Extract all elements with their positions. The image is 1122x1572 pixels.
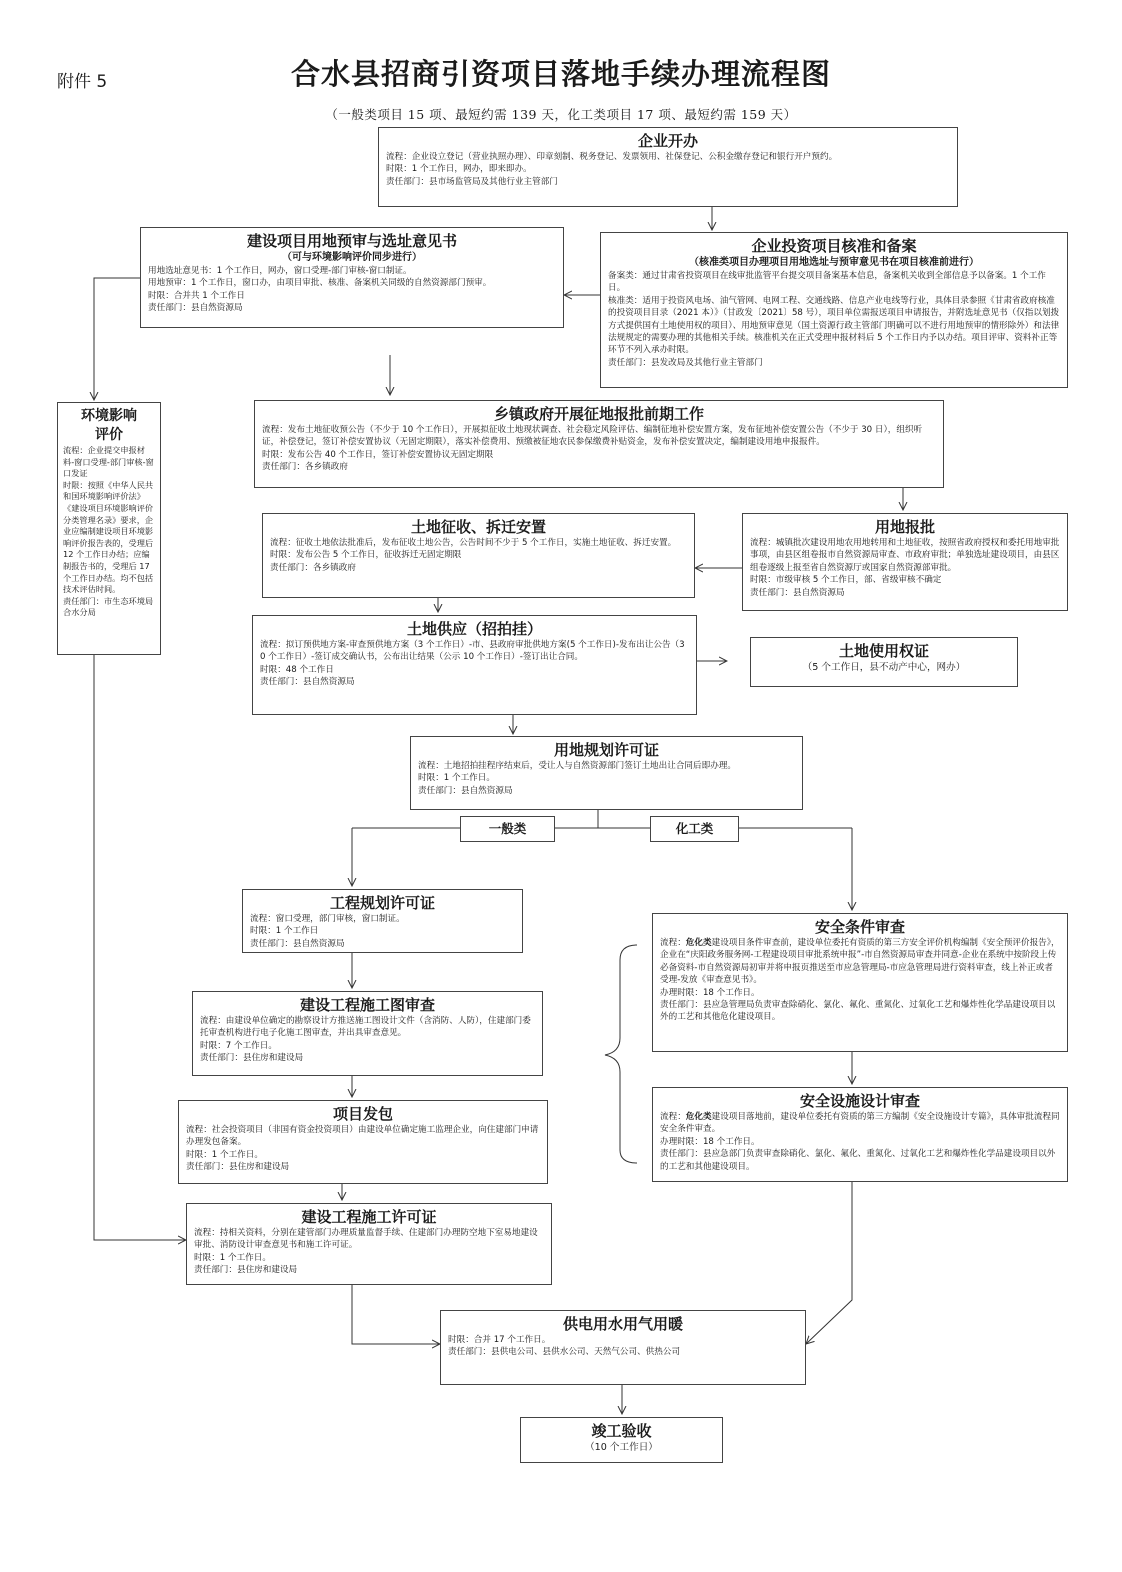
land-approval-line: 时限：市级审核 5 个工作日，部、省级审核不确定: [750, 575, 942, 586]
safety-design-category: 危化类: [685, 1112, 712, 1122]
land-preview-title: 建设项目用地预审与选址意见书: [246, 232, 457, 250]
land-supply-line: 责任部门：县自然资源局: [260, 677, 355, 688]
construction-permit-line: 时限：1 个工作日。: [194, 1252, 271, 1263]
final-acceptance-box: [520, 1417, 723, 1463]
invest-approval-line: 核准类：适用于投资风电场、油气管网、电网工程、交通线路、信息产业电线等行业，具体目录参照《甘肃省政府核准的投资项目目录（2021 本）》（甘政发〔2021〕58 号），项目单位需报送项目申请报告，并附选址意见书（仅指以划拨方式提供国有土地使用权的项目）、用地预审意见（国土资源行政主管部门明确可以不进行用地预审的情形除外）和法律法规规定的需要办理的其他相关手续。核准机关在正式受理申报材料后 5 个工作日内予以办结。项目评审、资料补正等环节不列入承办时限。: [608, 295, 1060, 356]
land-approval-line: 责任部门：县自然资源局: [750, 587, 845, 598]
construction-permit-title: 建设工程施工许可证: [301, 1208, 437, 1226]
safety-design-flow: [660, 1111, 1060, 1136]
eng-plan-permit-line: 流程：窗口受理，部门审核，窗口制证。: [250, 914, 405, 924]
utilities-title: 供电用水用气用暖: [562, 1315, 683, 1333]
land-plan-permit-line: 流程：土地招拍挂程序结束后，受让人与自然资源部门签订土地出让合同后即办理。: [418, 761, 736, 771]
branch-chemical-label: 化工类: [650, 816, 739, 842]
township-prework-line: 流程：发布土地征收预公告（不少于 10 个工作日），开展拟征收土地现状调查、社会稳定风险评估、编制征地补偿安置方案，发布征地补偿安置公告（不少于 30 日），组织听证，补偿登记，签订补偿安置协议（无固定期限），落实补偿费用、预缴被征地农民参保缴费补贴资金，发布补偿安置决定，编制建设用地申报报件。: [262, 425, 923, 448]
land-preview-line: 责任部门：县自然资源局: [148, 303, 243, 314]
invest-approval-box: [600, 232, 1068, 388]
construction-permit-box: [186, 1203, 552, 1285]
safety-design-flow-prefix: 流程：: [660, 1112, 686, 1122]
expropriation-line: 时限：发布公告 5 个工作日，征收拆迁无固定期限: [270, 550, 462, 561]
page-subtitle: （一般类项目 15 项、最短约需 139 天，化工类项目 17 项、最短约需 159 天）: [325, 107, 797, 122]
township-prework-line: 责任部门：各乡镇政府: [262, 462, 348, 473]
invest-approval-line: 备案类：通过甘肃省投资项目在线审批监管平台提交项目备案基本信息，备案机关收到全部信息予以备案。1 个工作日。: [608, 271, 1046, 294]
land-approval-box: [742, 513, 1068, 611]
land-preview-line: 用地预审：1 个工作日，窗口办，由项目审批、核准、备案机关同级的自然资源部门预审。: [148, 278, 492, 289]
safety-design-title: 安全设施设计审查: [799, 1092, 920, 1110]
eng-plan-permit-line: 时限：1 个工作日: [250, 926, 319, 937]
line-safety-to-utilities: [806, 1182, 852, 1344]
drawing-review-line: 流程：由建设单位确定的勘察设计方推送施工图设计文件（含消防、人防），住建部门委托审查机构进行电子化施工图审查，并出具审查意见。: [200, 1016, 531, 1039]
utilities-line: 时限：合并 17 个工作日。: [448, 1335, 551, 1345]
land-plan-permit-title: 用地规划许可证: [553, 741, 659, 759]
business-setup-dept: 责任部门：县市场监管局及其他行业主管部门: [386, 176, 558, 187]
project-contract-line: 流程：社会投资项目（非国有资金投资项目）由建设单位确定施工监理企业，向住建部门申请办理发包备案。: [186, 1125, 539, 1148]
branch-line: [352, 810, 852, 828]
safety-design-box: [652, 1087, 1068, 1182]
safety-design-line: 责任部门：县应急部门负责审查除硝化、氯化、氟化、重氮化、过氧化工艺和爆炸性化学品建设项目以外的工艺和其他建设项目。: [660, 1149, 1056, 1172]
land-use-cert-title: 土地使用权证: [838, 642, 929, 660]
business-setup-time: 时限：1 个工作日，网办，即来即办。: [386, 164, 532, 175]
invest-approval-line: 责任部门：县发改局及其他行业主管部门: [608, 357, 763, 368]
utilities-line: 责任部门：县供电公司、县供水公司、天然气公司、供热公司: [448, 1347, 681, 1358]
safety-condition-flow-text: 建设项目条件审查前，建设单位委托有资质的第三方安全评价机构编制《安全预评价报告》，企业在“庆阳政务服务网-工程建设项目审批系统申报”-市自然资源局审查并同意-企业在系统中按阶段上传必备资料-市自然资源局初审并将申报页推送至市应急管理局-市应急管理局进行资料审查，线上补正或者受理-发放《审查意见书》。: [660, 938, 1060, 986]
drawing-review-line: 时限：7 个工作日。: [200, 1040, 277, 1051]
land-preview-box: [140, 227, 564, 328]
safety-condition-category: 危化类: [685, 938, 712, 948]
land-supply-box: [252, 615, 697, 715]
business-setup-box: [378, 127, 958, 207]
line-preview-to-env: [94, 278, 140, 400]
line-env-to-permit: [94, 655, 186, 1240]
land-plan-permit-line: 时限：1 个工作日。: [418, 773, 495, 784]
final-acceptance-title: 竣工验收: [591, 1422, 652, 1440]
land-preview-note: （可与环境影响评价同步进行）: [282, 252, 422, 263]
township-prework-box: [254, 400, 944, 488]
drawing-review-line: 责任部门：县住房和建设局: [200, 1053, 304, 1064]
eng-plan-permit-box: [242, 889, 523, 953]
utilities-box: [440, 1310, 806, 1385]
project-contract-line: 时限：1 个工作日。: [186, 1149, 263, 1160]
safety-condition-line: 责任部门：县应急管理局负责审查除硝化、氯化、氟化、重氮化、过氧化工艺和爆炸性化学品建设项目以外的工艺和其他危化建设项目。: [660, 1000, 1056, 1023]
business-setup-title: 企业开办: [637, 132, 698, 150]
township-prework-line: 时限：发布公告 40 个工作日，签订补偿安置协议无固定期限: [262, 449, 494, 460]
env-assessment-line: 时限：按照《中华人民共和国环境影响评价法》《建设项目环境影响评价分类管理名录》要求，企业应编制建设项目环境影响评价报告表的，受理后 12 个工作日办结；应编制报告书的，受理后 17 个工作日办结。均不包括技术评估时间。: [63, 479, 154, 595]
env-assessment-line: 责任部门：市生态环境局合水分局: [63, 595, 154, 618]
expropriation-title: 土地征收、拆迁安置: [410, 518, 546, 536]
project-contract-box: [178, 1100, 548, 1184]
env-assessment-box: [57, 402, 161, 655]
land-use-cert-note: （5 个工作日，县不动产中心，网办）: [802, 662, 966, 673]
project-contract-title: 项目发包: [332, 1105, 393, 1123]
env-assessment-title: 环境影响: [81, 408, 137, 424]
safety-condition-flow-prefix: 流程：: [660, 938, 686, 948]
construction-permit-line: 流程：持相关资料，分别在建管部门办理质量监督手续、住建部门办理防空地下室易地建设审批、消防设计审查意见书和施工许可证。: [194, 1228, 538, 1251]
line-permit-to-utilities: [352, 1285, 440, 1344]
env-assessment-title-2: 评价: [95, 427, 123, 443]
land-preview-line: 时限：合并共 1 个工作日: [148, 290, 245, 301]
land-supply-line: 流程：拟订预供地方案-审查预供地方案（3 个工作日）-市、县政府审批供地方案(5 个工作日)-发布出让公告（30 个工作日）-签订成交确认书，公布出让结果（公示 10 个工作日）-签订出让合同。: [260, 640, 685, 663]
expropriation-line: 流程：征收土地依法批准后，发布征收土地公告，公告时间不少于 5 个工作日，实施土地征收、拆迁安置。: [270, 538, 677, 548]
land-supply-line: 时限：48 个工作日: [260, 664, 334, 675]
project-contract-line: 责任部门：县住房和建设局: [186, 1162, 290, 1173]
land-approval-title: 用地报批: [874, 518, 935, 536]
business-setup-flow: 流程：企业设立登记（营业执照办理）、印章刻制、税务登记、发票领用、社保登记、公积金缴存登记和银行开户预约。: [386, 152, 838, 162]
page-title: 合水县招商引资项目落地手续办理流程图: [290, 57, 831, 91]
invest-approval-title: 企业投资项目核准和备案: [751, 237, 917, 255]
land-plan-permit-box: [410, 736, 803, 810]
annex-label: 附件 5: [57, 72, 108, 92]
brace-chemical: [605, 945, 637, 1163]
land-plan-permit-line: 责任部门：县自然资源局: [418, 785, 513, 796]
invest-approval-note: （核准类项目办理项目用地选址与预审意见书在项目核准前进行）: [689, 257, 979, 268]
safety-condition-line: 办理时限：18 个工作日。: [660, 987, 760, 998]
drawing-review-title: 建设工程施工图审查: [299, 996, 435, 1014]
construction-permit-line: 责任部门：县住房和建设局: [194, 1265, 298, 1276]
township-prework-title: 乡镇政府开展征地报批前期工作: [493, 405, 704, 423]
safety-design-flow-text: 建设项目落地前，建设单位委托有资质的第三方编制《安全设施设计专篇》，具体审批流程同安全条件审查。: [660, 1112, 1060, 1135]
eng-plan-permit-line: 责任部门：县自然资源局: [250, 938, 345, 949]
env-assessment-line: 流程：企业提交申报材料-窗口受理-部门审核-窗口发证: [63, 445, 154, 479]
expropriation-line: 责任部门：各乡镇政府: [270, 562, 356, 573]
land-approval-line: 流程：城镇批次建设用地农用地转用和土地征收，按照省政府授权和委托用地审批事项，由县区组卷报市自然资源局审查、市政府审批；单独选址建设项目，由县区组卷逐级上报至省自然资源厅或国家自然资源部审批。: [750, 538, 1060, 573]
land-preview-line: 用地选址意见书：1 个工作日，网办，窗口受理-部门审核-窗口制证。: [148, 266, 412, 276]
drawing-review-box: [192, 991, 543, 1076]
eng-plan-permit-title: 工程规划许可证: [329, 894, 435, 912]
safety-design-line: 办理时限：18 个工作日。: [660, 1136, 760, 1147]
expropriation-box: [262, 513, 695, 598]
safety-condition-box: [652, 913, 1068, 1052]
safety-condition-title: 安全条件审查: [814, 918, 905, 936]
land-supply-title: 土地供应（招拍挂）: [406, 620, 542, 638]
final-acceptance-note: （10 个工作日）: [585, 1442, 658, 1453]
land-use-cert-box: [750, 637, 1018, 687]
branch-general-label: 一般类: [460, 816, 555, 842]
safety-condition-flow: [660, 937, 1060, 987]
